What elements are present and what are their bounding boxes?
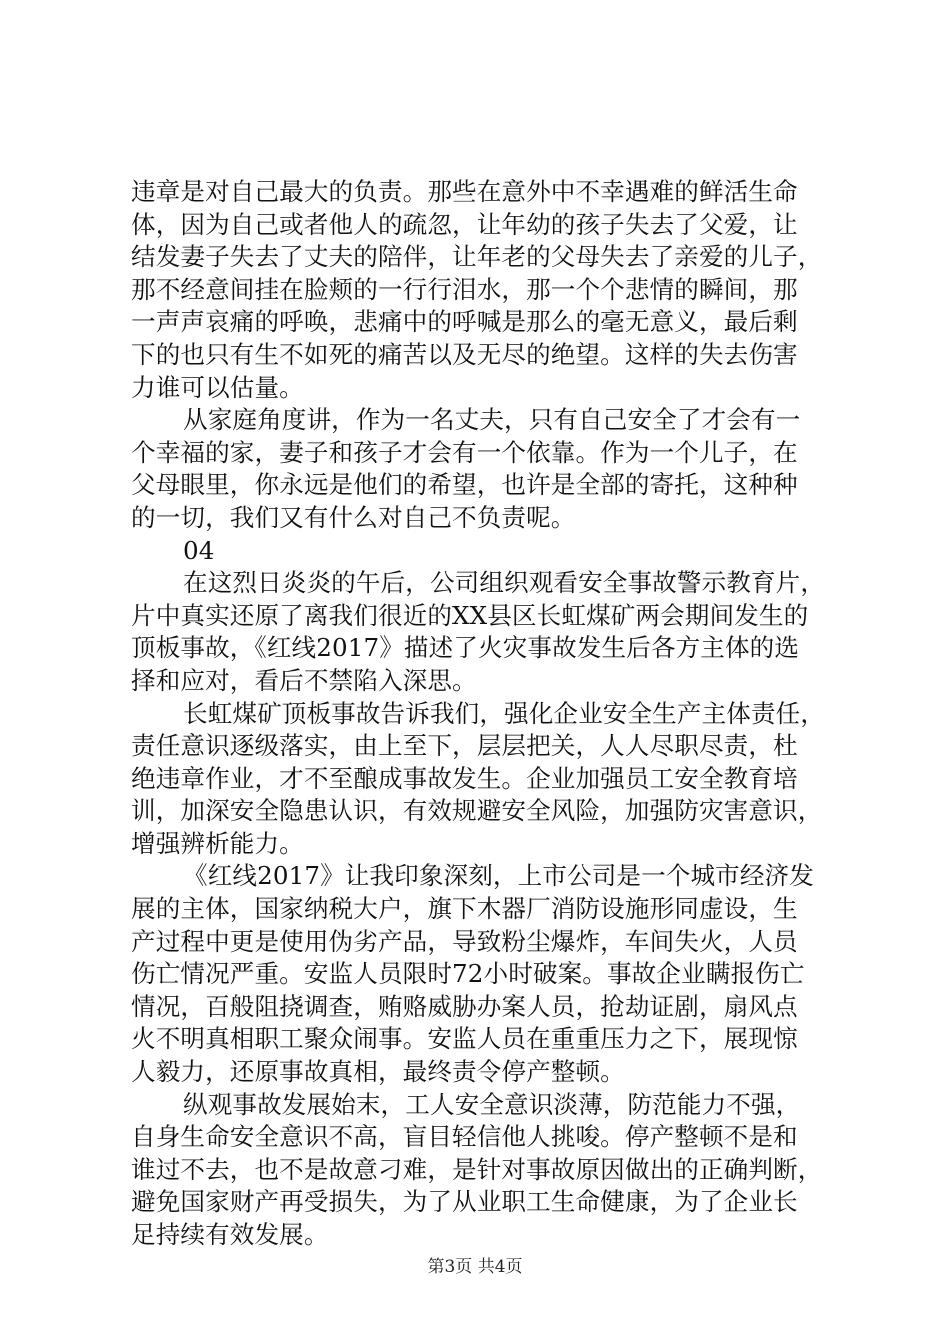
text-line: 自身生命安全意识不高，盲目轻信他人挑唆。停产整顿不是和 bbox=[131, 1122, 798, 1152]
page-footer bbox=[0, 1256, 950, 1278]
text-line: 顶板事故，《红线2017》描述了火灾事故发生后各方主体的选 bbox=[131, 633, 800, 663]
text-line: 的一切，我们又有什么对自己不负责呢。 bbox=[131, 502, 576, 532]
text-line: 个幸福的家，妻子和孩子才会有一个依靠。作为一个儿子，在 bbox=[131, 437, 798, 467]
text-line: 违章是对自己最大的负责。那些在意外中不幸遇难的鲜活生命 bbox=[131, 177, 798, 206]
text-line: 父母眼里，你永远是他们的希望，也许是全部的寄托，这种种 bbox=[131, 470, 798, 500]
text-line: 《红线2017》让我印象深刻，上市公司是一个城市经济发 bbox=[183, 861, 814, 891]
text-line: 谁过不去，也不是故意刁难，是针对事故原因做出的正确判断， bbox=[131, 1154, 823, 1184]
text-line: 择和应对，看后不禁陷入深思。 bbox=[131, 665, 477, 695]
text-line: 从家庭角度讲，作为一名丈夫，只有自己安全了才会有一 bbox=[183, 405, 801, 435]
text-line: 纵观事故发展始末，工人安全意识淡薄，防范能力不强， bbox=[183, 1089, 801, 1119]
document-body bbox=[131, 176, 831, 1252]
text-line: 火不明真相职工聚众闹事。安监人员在重重压力之下，展现惊 bbox=[131, 1024, 798, 1054]
text-line: 产过程中更是使用伪劣产品，导致粉尘爆炸，车间失火，人员 bbox=[131, 926, 798, 956]
text-line: 责任意识逐级落实，由上至下，层层把关，人人尽职尽责，杜 bbox=[131, 731, 798, 761]
text-line: 那不经意间挂在脸颊的一行行泪水，那一个个悲情的瞬间，那 bbox=[131, 274, 798, 304]
text-line: 力谁可以估量。 bbox=[131, 372, 304, 402]
text-line: 片中真实还原了离我们很近的XX县区长虹煤矿两会期间发生的 bbox=[131, 600, 809, 630]
text-line: 情况，百般阻挠调查，贿赂威胁办案人员，抢劫证剧，扇风点 bbox=[131, 991, 798, 1021]
text-line: 展的主体，国家纳税大户，旗下木器厂消防设施形同虚设，生 bbox=[131, 894, 798, 924]
text-line: 增强辨析能力。 bbox=[131, 828, 304, 858]
text-line: 绝违章作业，才不至酿成事故发生。企业加强员工安全教育培 bbox=[131, 763, 798, 793]
text-line: 在这烈日炎炎的午后，公司组织观看安全事故警示教育片， bbox=[183, 568, 826, 598]
text-line: 伤亡情况严重。安监人员限时72小时破案。事故企业瞒报伤亡 bbox=[131, 959, 805, 989]
text-line: 结发妻子失去了丈夫的陪伴，让年老的父母失去了亲爱的儿子， bbox=[131, 242, 823, 272]
text-line: 下的也只有生不如死的痛苦以及无尽的绝望。这样的失去伤害 bbox=[131, 339, 798, 369]
text-line: 04 bbox=[183, 535, 215, 565]
text-line: 一声声哀痛的呼唤，悲痛中的呼喊是那么的毫无意义，最后剩 bbox=[131, 307, 798, 337]
page-number-label: 第3页 共4页 bbox=[427, 1257, 523, 1277]
text-line: 体，因为自己或者他人的疏忽，让年幼的孩子失去了父爱，让 bbox=[131, 209, 798, 239]
text-line: 训，加深安全隐患认识，有效规避安全风险，加强防灾害意识， bbox=[131, 796, 823, 826]
text-line: 人毅力，还原事故真相，最终责令停产整顿。 bbox=[131, 1057, 625, 1087]
text-line: 长虹煤矿顶板事故告诉我们，强化企业安全生产主体责任， bbox=[183, 698, 826, 728]
text-line: 避免国家财产再受损失，为了从业职工生命健康，为了企业长 bbox=[131, 1187, 798, 1217]
text-line: 足持续有效发展。 bbox=[131, 1220, 329, 1249]
